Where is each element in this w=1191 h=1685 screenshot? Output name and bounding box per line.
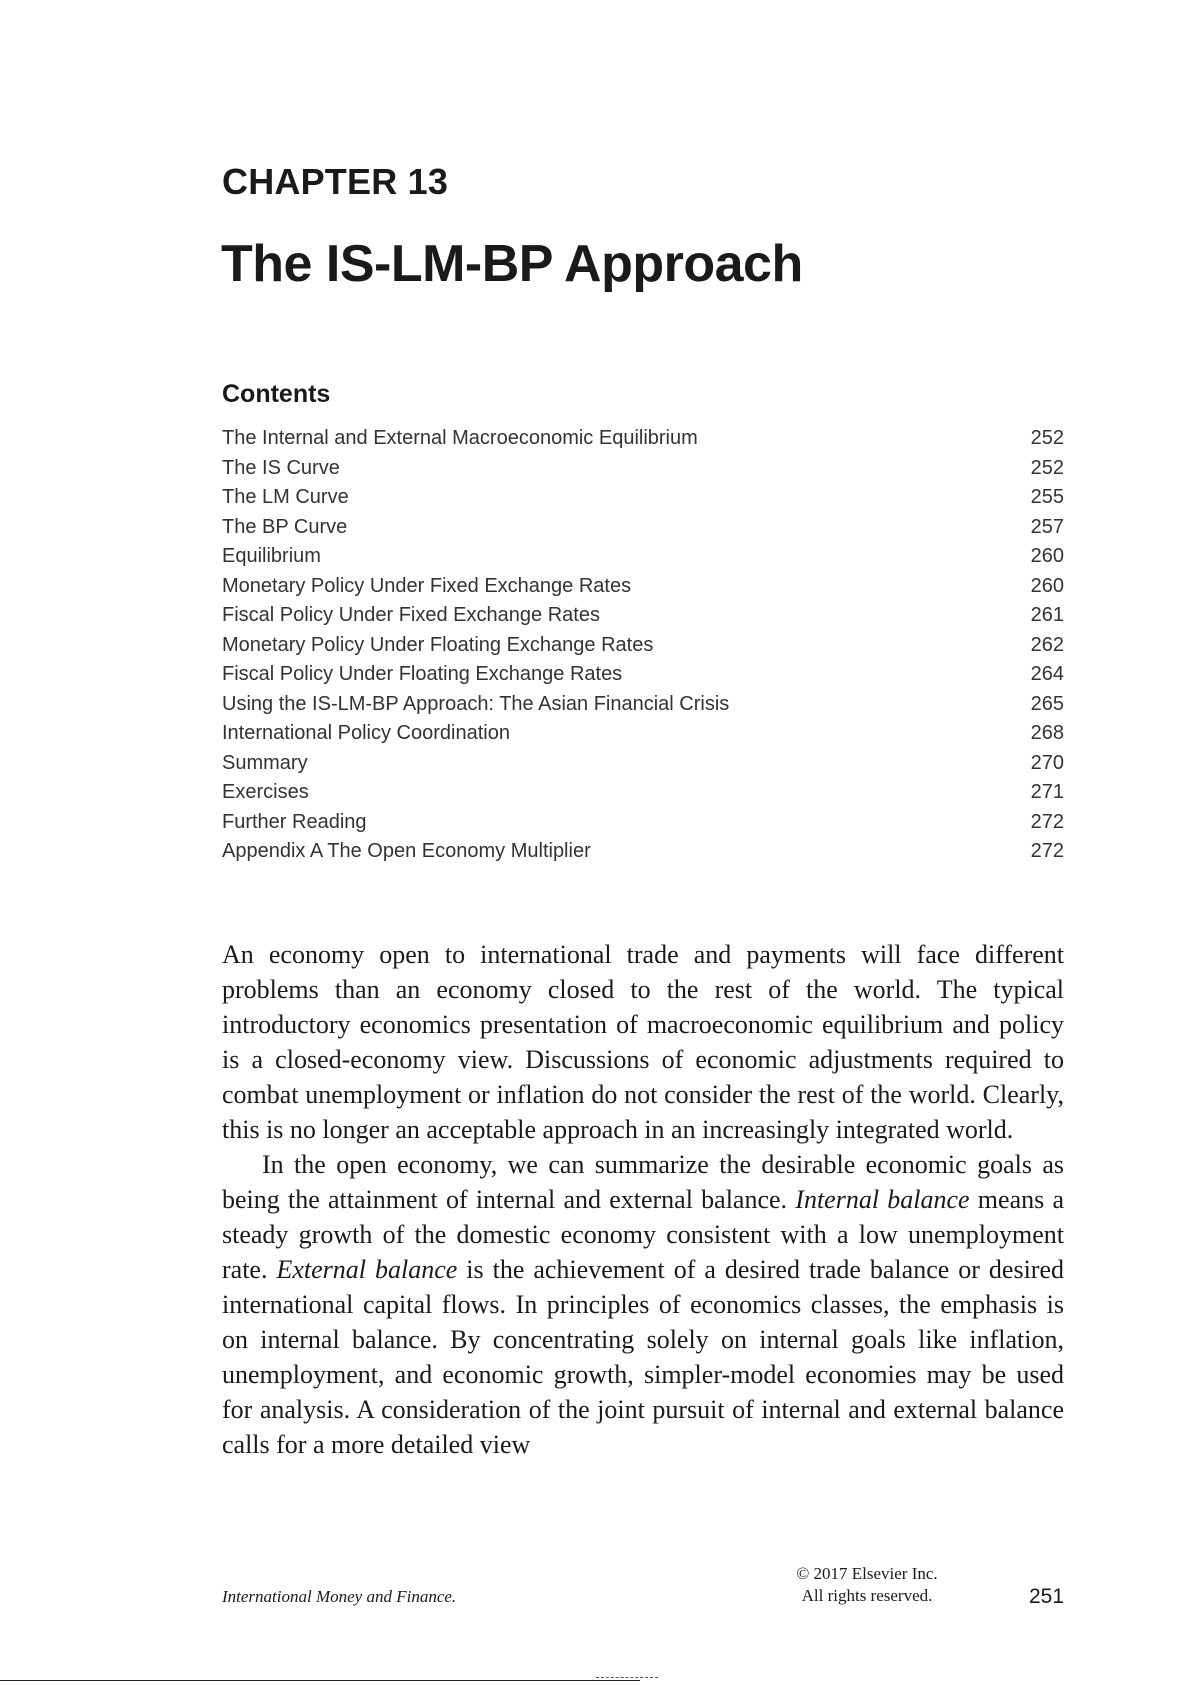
toc-entry-title: Monetary Policy Under Fixed Exchange Rates xyxy=(222,574,632,597)
body-text xyxy=(222,937,1064,1462)
toc-entry-title: Further Reading xyxy=(222,810,367,833)
toc-entry-page: 257 xyxy=(1030,515,1064,538)
toc-entry[interactable] xyxy=(222,572,1064,602)
toc-entry[interactable] xyxy=(222,808,1064,838)
toc-entry-page: 272 xyxy=(1030,810,1064,833)
chapter-title: The IS-LM-BP Approach xyxy=(221,235,803,293)
toc-entry-title: International Policy Coordination xyxy=(222,722,510,744)
bottom-rule-mark xyxy=(596,1677,658,1681)
toc-entry-page: 262 xyxy=(1030,633,1064,656)
chapter-label: CHAPTER 13 xyxy=(222,161,449,202)
paragraph-1: An economy open to international trade and payments will face different problems than an economy closed to the rest of the world. The typical introductory economics presentation of macroeconomic equilibrium and policy is a closed-economy view. Discussions of economic adjustments required to combat unemployment or inflation do not consider the rest of the world. Clearly, this is no longer an acceptable approach in an increasingly integrated world. xyxy=(222,940,1064,1144)
paragraph-2 xyxy=(222,1147,1064,1462)
bottom-rule xyxy=(0,1680,640,1681)
toc-entry[interactable] xyxy=(222,690,1064,720)
toc-entry-page: 264 xyxy=(1030,663,1064,685)
term-external-balance: External balance xyxy=(276,1255,458,1284)
toc-entry-title: The IS Curve xyxy=(222,456,340,479)
toc-entry-title: The Internal and External Macroeconomic Equilibrium xyxy=(222,427,698,449)
toc-entry-title: Monetary Policy Under Floating Exchange Rates xyxy=(222,633,654,656)
toc-entry[interactable] xyxy=(222,542,1064,572)
toc-entry[interactable] xyxy=(222,483,1064,513)
copyright-line-1: © 2017 Elsevier Inc. xyxy=(796,1564,938,1583)
toc-entry[interactable] xyxy=(222,749,1064,779)
toc-entry-title: Fiscal Policy Under Floating Exchange Rates xyxy=(222,663,623,685)
toc-entry-title: Equilibrium xyxy=(222,545,321,567)
toc-entry-title: Using the IS-LM-BP Approach: The Asian Financial Crisis xyxy=(222,692,730,715)
toc-entry-page: 260 xyxy=(1030,574,1064,597)
toc-entry[interactable] xyxy=(222,660,1064,690)
toc-entry-page: 260 xyxy=(1030,545,1064,567)
toc-entry[interactable] xyxy=(222,719,1064,749)
toc-entry-page: 252 xyxy=(1030,456,1064,479)
toc-entry-title: The BP Curve xyxy=(222,515,348,538)
toc-entry[interactable] xyxy=(222,454,1064,484)
toc-entry-page: 252 xyxy=(1030,427,1064,449)
page-number: 251 xyxy=(1029,1585,1065,1608)
paragraph-2-part-3: is the achievement of a desired trade balance or desired international capital flows. In principles of economics classes, the emphasis is on internal balance. By concentrating solely on internal goals like inflation, unemployment, and economic growth, simpler-model economies may be used for analysis. A consideration of the joint pursuit of internal and external balance calls for a more detailed view xyxy=(222,1255,1064,1459)
footer-copyright xyxy=(760,1563,974,1607)
term-internal-balance: Internal balance xyxy=(795,1185,970,1214)
toc-entry-title: Fiscal Policy Under Fixed Exchange Rates xyxy=(222,604,600,626)
toc-entry-page: 270 xyxy=(1030,751,1064,774)
toc-entry-title: The LM Curve xyxy=(222,486,349,508)
toc-entry-title: Appendix A The Open Economy Multiplier xyxy=(222,840,591,862)
toc-entry-page: 271 xyxy=(1030,781,1064,803)
toc-entry-title: Exercises xyxy=(222,781,309,803)
table-of-contents xyxy=(222,424,1064,867)
footer-journal-title: International Money and Finance. xyxy=(222,1587,457,1606)
toc-entry[interactable] xyxy=(222,778,1064,808)
toc-entry[interactable] xyxy=(222,424,1064,454)
toc-entry[interactable] xyxy=(222,513,1064,543)
paragraph-2-part-2: means a steady growth of the domestic economy consistent with a low unemployment rate. xyxy=(222,1185,1064,1284)
toc-entry[interactable] xyxy=(222,631,1064,661)
toc-entry-page: 265 xyxy=(1030,692,1064,715)
contents-heading: Contents xyxy=(222,380,331,408)
toc-entry-page: 272 xyxy=(1030,840,1064,862)
toc-entry-page: 268 xyxy=(1030,722,1064,744)
toc-entry[interactable] xyxy=(222,837,1064,867)
toc-entry-page: 261 xyxy=(1030,604,1064,626)
toc-entry-title: Summary xyxy=(222,751,308,774)
copyright-line-2: All rights reserved. xyxy=(801,1586,933,1605)
paragraph-2-part-1: In the open economy, we can summarize the desirable economic goals as being the attainment of internal and external balance. xyxy=(222,1150,1064,1214)
toc-entry[interactable] xyxy=(222,601,1064,631)
toc-entry-page: 255 xyxy=(1030,486,1064,508)
